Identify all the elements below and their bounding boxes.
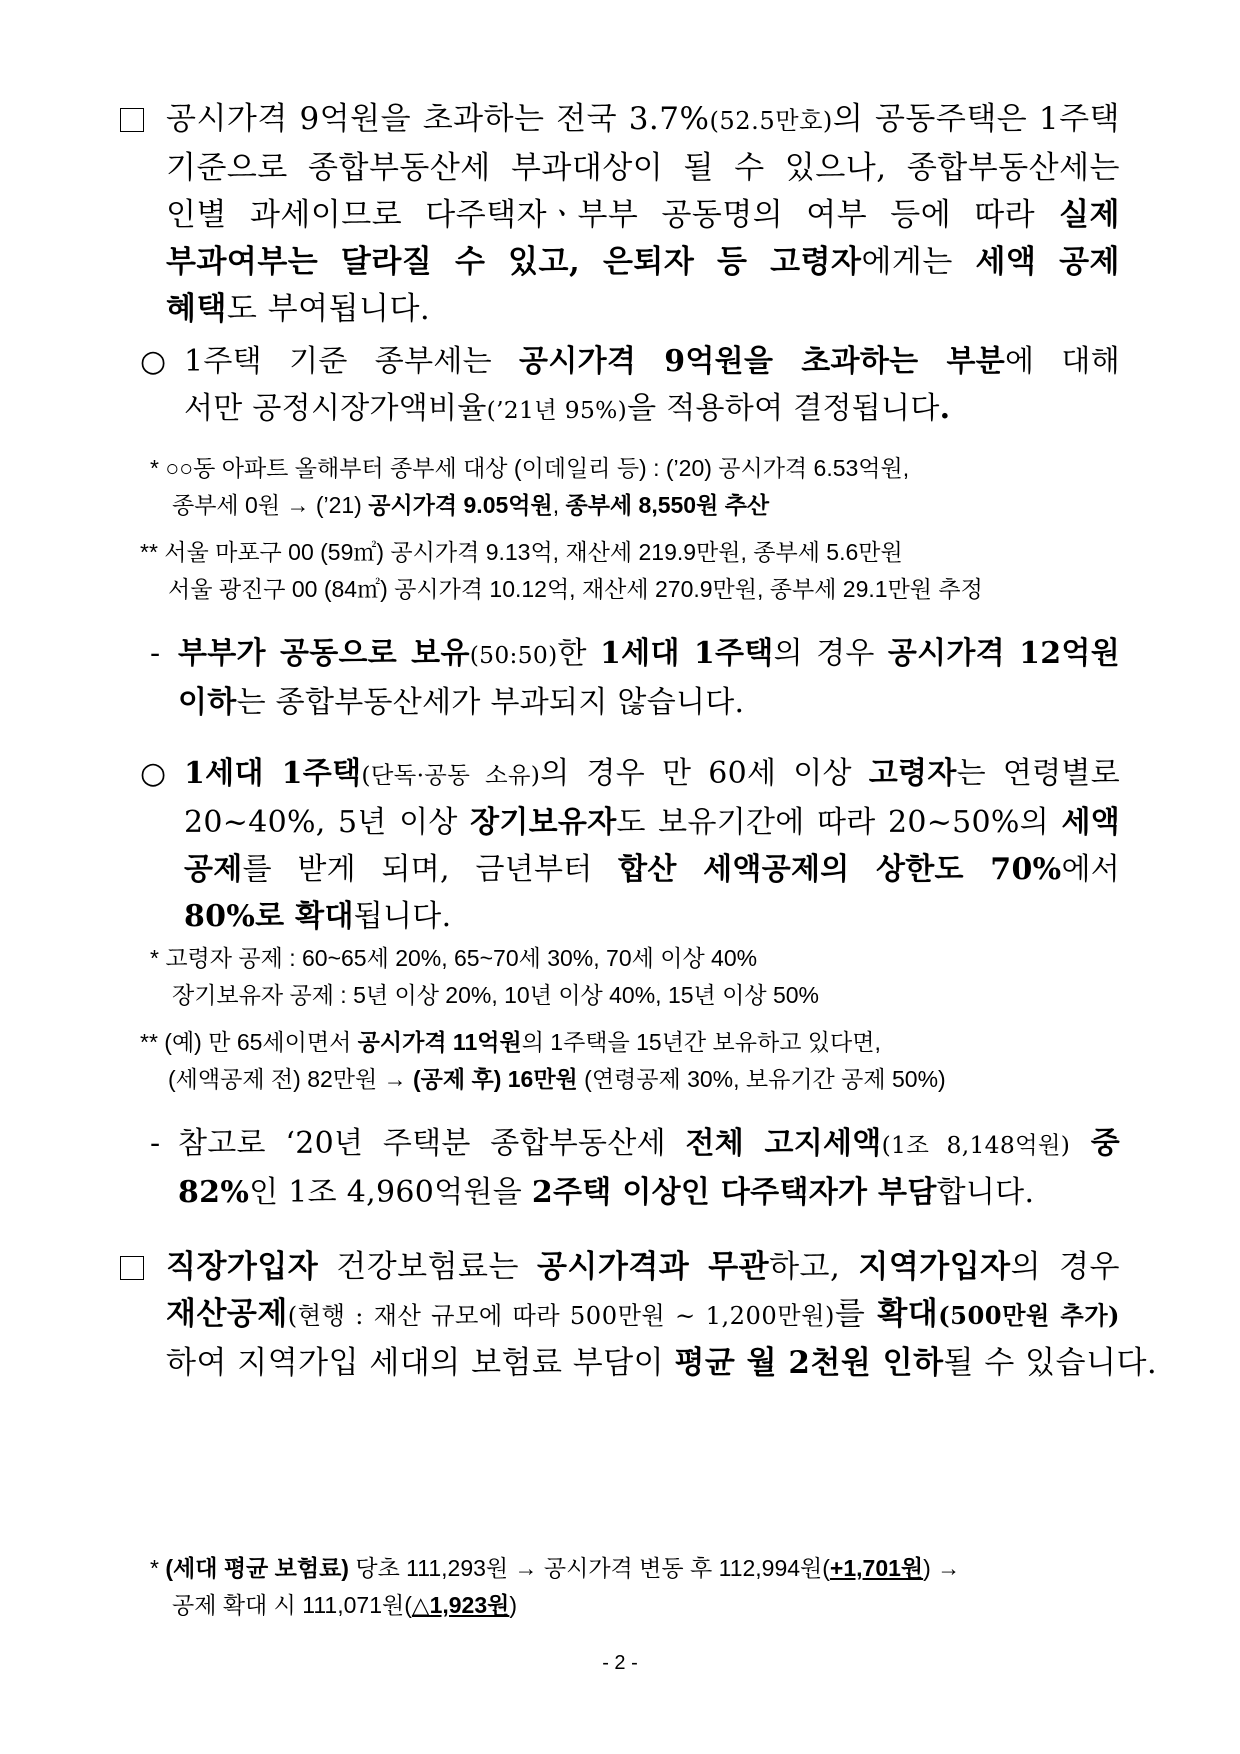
- note-4: [140, 1024, 1110, 1098]
- note-3-line-1: * 고령자 공제 : 60~65세 20%, 65~70세 30%, 70세 이상 40%: [150, 945, 758, 971]
- note-2-line-2: 서울 광진구 00 (84㎡) 공시가격 10.12억, 재산세 270.9만원, 종부세 29.1만원 추정: [168, 576, 983, 602]
- section-2-paragraph: [120, 1244, 1158, 1387]
- note-1: [150, 450, 1110, 524]
- checkbox-square-icon: [120, 1256, 144, 1280]
- section-2-line-2: 재산공제(현행 : 재산 규모에 따라 500만원 ~ 1,200만원)를 확대(500만원 추가): [166, 1296, 1120, 1332]
- note-5-line-2: 공제 확대 시 111,071원(△1,923원): [172, 1592, 518, 1618]
- section-1-line-5: 혜택도 부여됩니다.: [166, 291, 431, 327]
- bullet-1-line-2: 서만 공정시장가액비율(’21년 95%)을 적용하여 결정됩니다.: [184, 391, 951, 426]
- note-1-line-2: 종부세 0원 → (’21) 공시가격 9.05억원, 종부세 8,550원 추산: [172, 492, 770, 518]
- dash-2-paragraph: [150, 1120, 1120, 1216]
- bullet-2-line-3: 공제를 받게 되며, 금년부터 합산 세액공제의 상한도 70%에서: [184, 852, 1121, 887]
- bullet-1-paragraph: [140, 338, 1120, 434]
- note-5: [150, 1550, 1110, 1624]
- dash-1-line-2: 이하는 종합부동산세가 부과되지 않습니다.: [178, 685, 745, 720]
- dash-1-line-1: 부부가 공동으로 보유(50:50)한 1세대 1주택의 경우 공시가격 12억원: [178, 636, 1120, 671]
- dash-2-line-1: 참고로 ‘20년 주택분 종합부동산세 전체 고지세액(1조 8,148억원) 중: [178, 1126, 1120, 1161]
- section-1-line-1: 공시가격 9억원을 초과하는 전국 3.7%(52.5만호)의 공동주택은 1주택: [166, 101, 1120, 137]
- note-2-line-1: ** 서울 마포구 00 (59㎡) 공시가격 9.13억, 재산세 219.9만원, 종부세 5.6만원: [140, 539, 903, 565]
- note-3: [150, 940, 1110, 1014]
- note-4-line-1: ** (예) 만 65세이면서 공시가격 11억원의 1주택을 15년간 보유하고 있다면,: [140, 1029, 881, 1055]
- section-2-line-1: 직장가입자 건강보험료는 공시가격과 무관하고, 지역가입자의 경우: [166, 1249, 1120, 1285]
- bullet-2-paragraph: [140, 750, 1120, 940]
- dash-2-line-2: 82%인 1조 4,960억원을 2주택 이상인 다주택자가 부담합니다.: [178, 1175, 1035, 1210]
- section-1-paragraph: [120, 96, 1120, 333]
- dash-1-paragraph: [150, 630, 1120, 726]
- circle-bullet-icon: ○: [140, 344, 167, 379]
- circle-bullet-icon: ○: [140, 756, 167, 791]
- note-3-line-2: 장기보유자 공제 : 5년 이상 20%, 10년 이상 40%, 15년 이상 50%: [172, 982, 820, 1008]
- section-1-line-2: 기준으로 종합부동산세 부과대상이 될 수 있으나, 종합부동산세는: [166, 150, 1120, 186]
- dash-marker: -: [150, 636, 161, 671]
- section-1-line-4: 부과여부는 달라질 수 있고, 은퇴자 등 고령자에게는 세액 공제: [166, 244, 1120, 280]
- note-4-line-2: (세액공제 전) 82만원 → (공제 후) 16만원 (연령공제 30%, 보유기간 공제 50%): [168, 1066, 946, 1092]
- bullet-1-line-1: 1주택 기준 종부세는 공시가격 9억원을 초과하는 부분에 대해: [184, 344, 1120, 379]
- checkbox-square-icon: [120, 108, 144, 132]
- note-5-line-1: * (세대 평균 보험료) 당초 111,293원 → 공시가격 변동 후 112,994원(+1,701원) →: [150, 1555, 961, 1581]
- bullet-2-line-1: 1세대 1주택(단독·공동 소유)의 경우 만 60세 이상 고령자는 연령별로: [184, 756, 1120, 791]
- section-2-line-3: 하여 지역가입 세대의 보험료 부담이 평균 월 2천원 인하될 수 있습니다.: [166, 1345, 1158, 1381]
- bullet-2-line-4: 80%로 확대됩니다.: [184, 899, 452, 934]
- note-2: [140, 534, 1110, 608]
- bullet-2-line-2: 20~40%, 5년 이상 장기보유자도 보유기간에 따라 20~50%의 세액: [184, 805, 1120, 840]
- dash-marker: -: [150, 1126, 161, 1161]
- page-number: - 2 -: [602, 1652, 638, 1674]
- note-1-line-1: * ○○동 아파트 올해부터 종부세 대상 (이데일리 등) : (’20) 공시가격 6.53억원,: [150, 455, 910, 481]
- section-1-line-3: 인별 과세이므로 다주택자ㆍ부부 공동명의 여부 등에 따라 실제: [166, 197, 1121, 233]
